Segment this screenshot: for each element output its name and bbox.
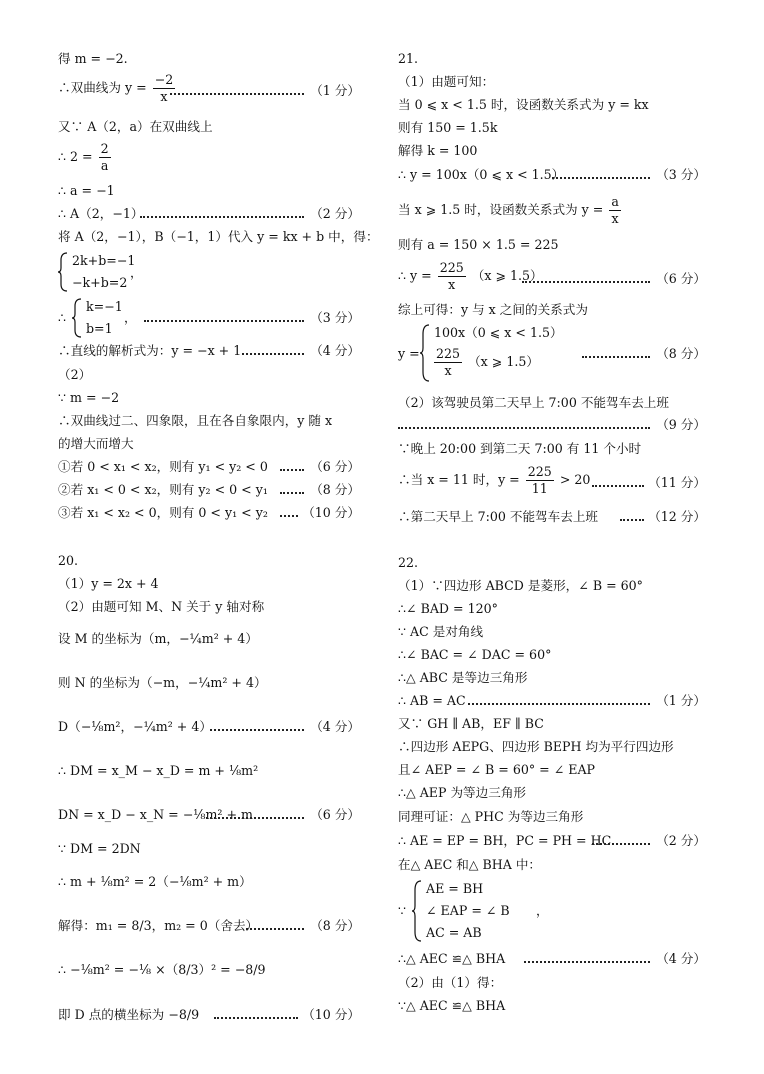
score-label: （6 分） (656, 271, 706, 286)
score-label: （12 分） (648, 509, 706, 524)
score-label: （1 分） (310, 83, 360, 98)
score-label: （4 分） (310, 343, 360, 358)
score-label: （3 分） (656, 167, 706, 182)
brace-icon (412, 880, 422, 942)
piecewise-function: y = 100x（0 ⩽ x < 1.5） $\frac{225}{x}$ （x ⩾ 1.5） （8 分） (398, 322, 706, 384)
score-label: （8 分） (656, 346, 706, 361)
score-label: （10 分） (302, 505, 360, 520)
score-label: （4 分） (310, 719, 360, 734)
score-label: （1 分） (656, 693, 706, 708)
score-label: （6 分） (310, 459, 360, 474)
brace-icon (72, 298, 82, 338)
equation-system: ∴ k=−1 b=1 ， （3 分） (58, 299, 360, 336)
score-label: （3 分） (310, 310, 360, 325)
brace-icon (58, 252, 68, 292)
score-label: （8 分） (310, 918, 360, 933)
score-label: （2 分） (656, 833, 706, 848)
score-label: （9 分） (656, 417, 706, 432)
score-label: （11 分） (648, 475, 706, 490)
score-label: （2 分） (310, 206, 360, 221)
score-label: （10 分） (302, 1007, 360, 1022)
score-label: （4 分） (656, 951, 706, 966)
score-label: （6 分） (310, 807, 360, 822)
score-label: （8 分） (310, 482, 360, 497)
equation-system: ∵ AE = BH ∠ EAP = ∠ B AC = AB ， (398, 881, 549, 940)
brace-icon (420, 324, 430, 382)
equation-system: 2k+b=−1 −k+b=2 ， (58, 252, 360, 292)
